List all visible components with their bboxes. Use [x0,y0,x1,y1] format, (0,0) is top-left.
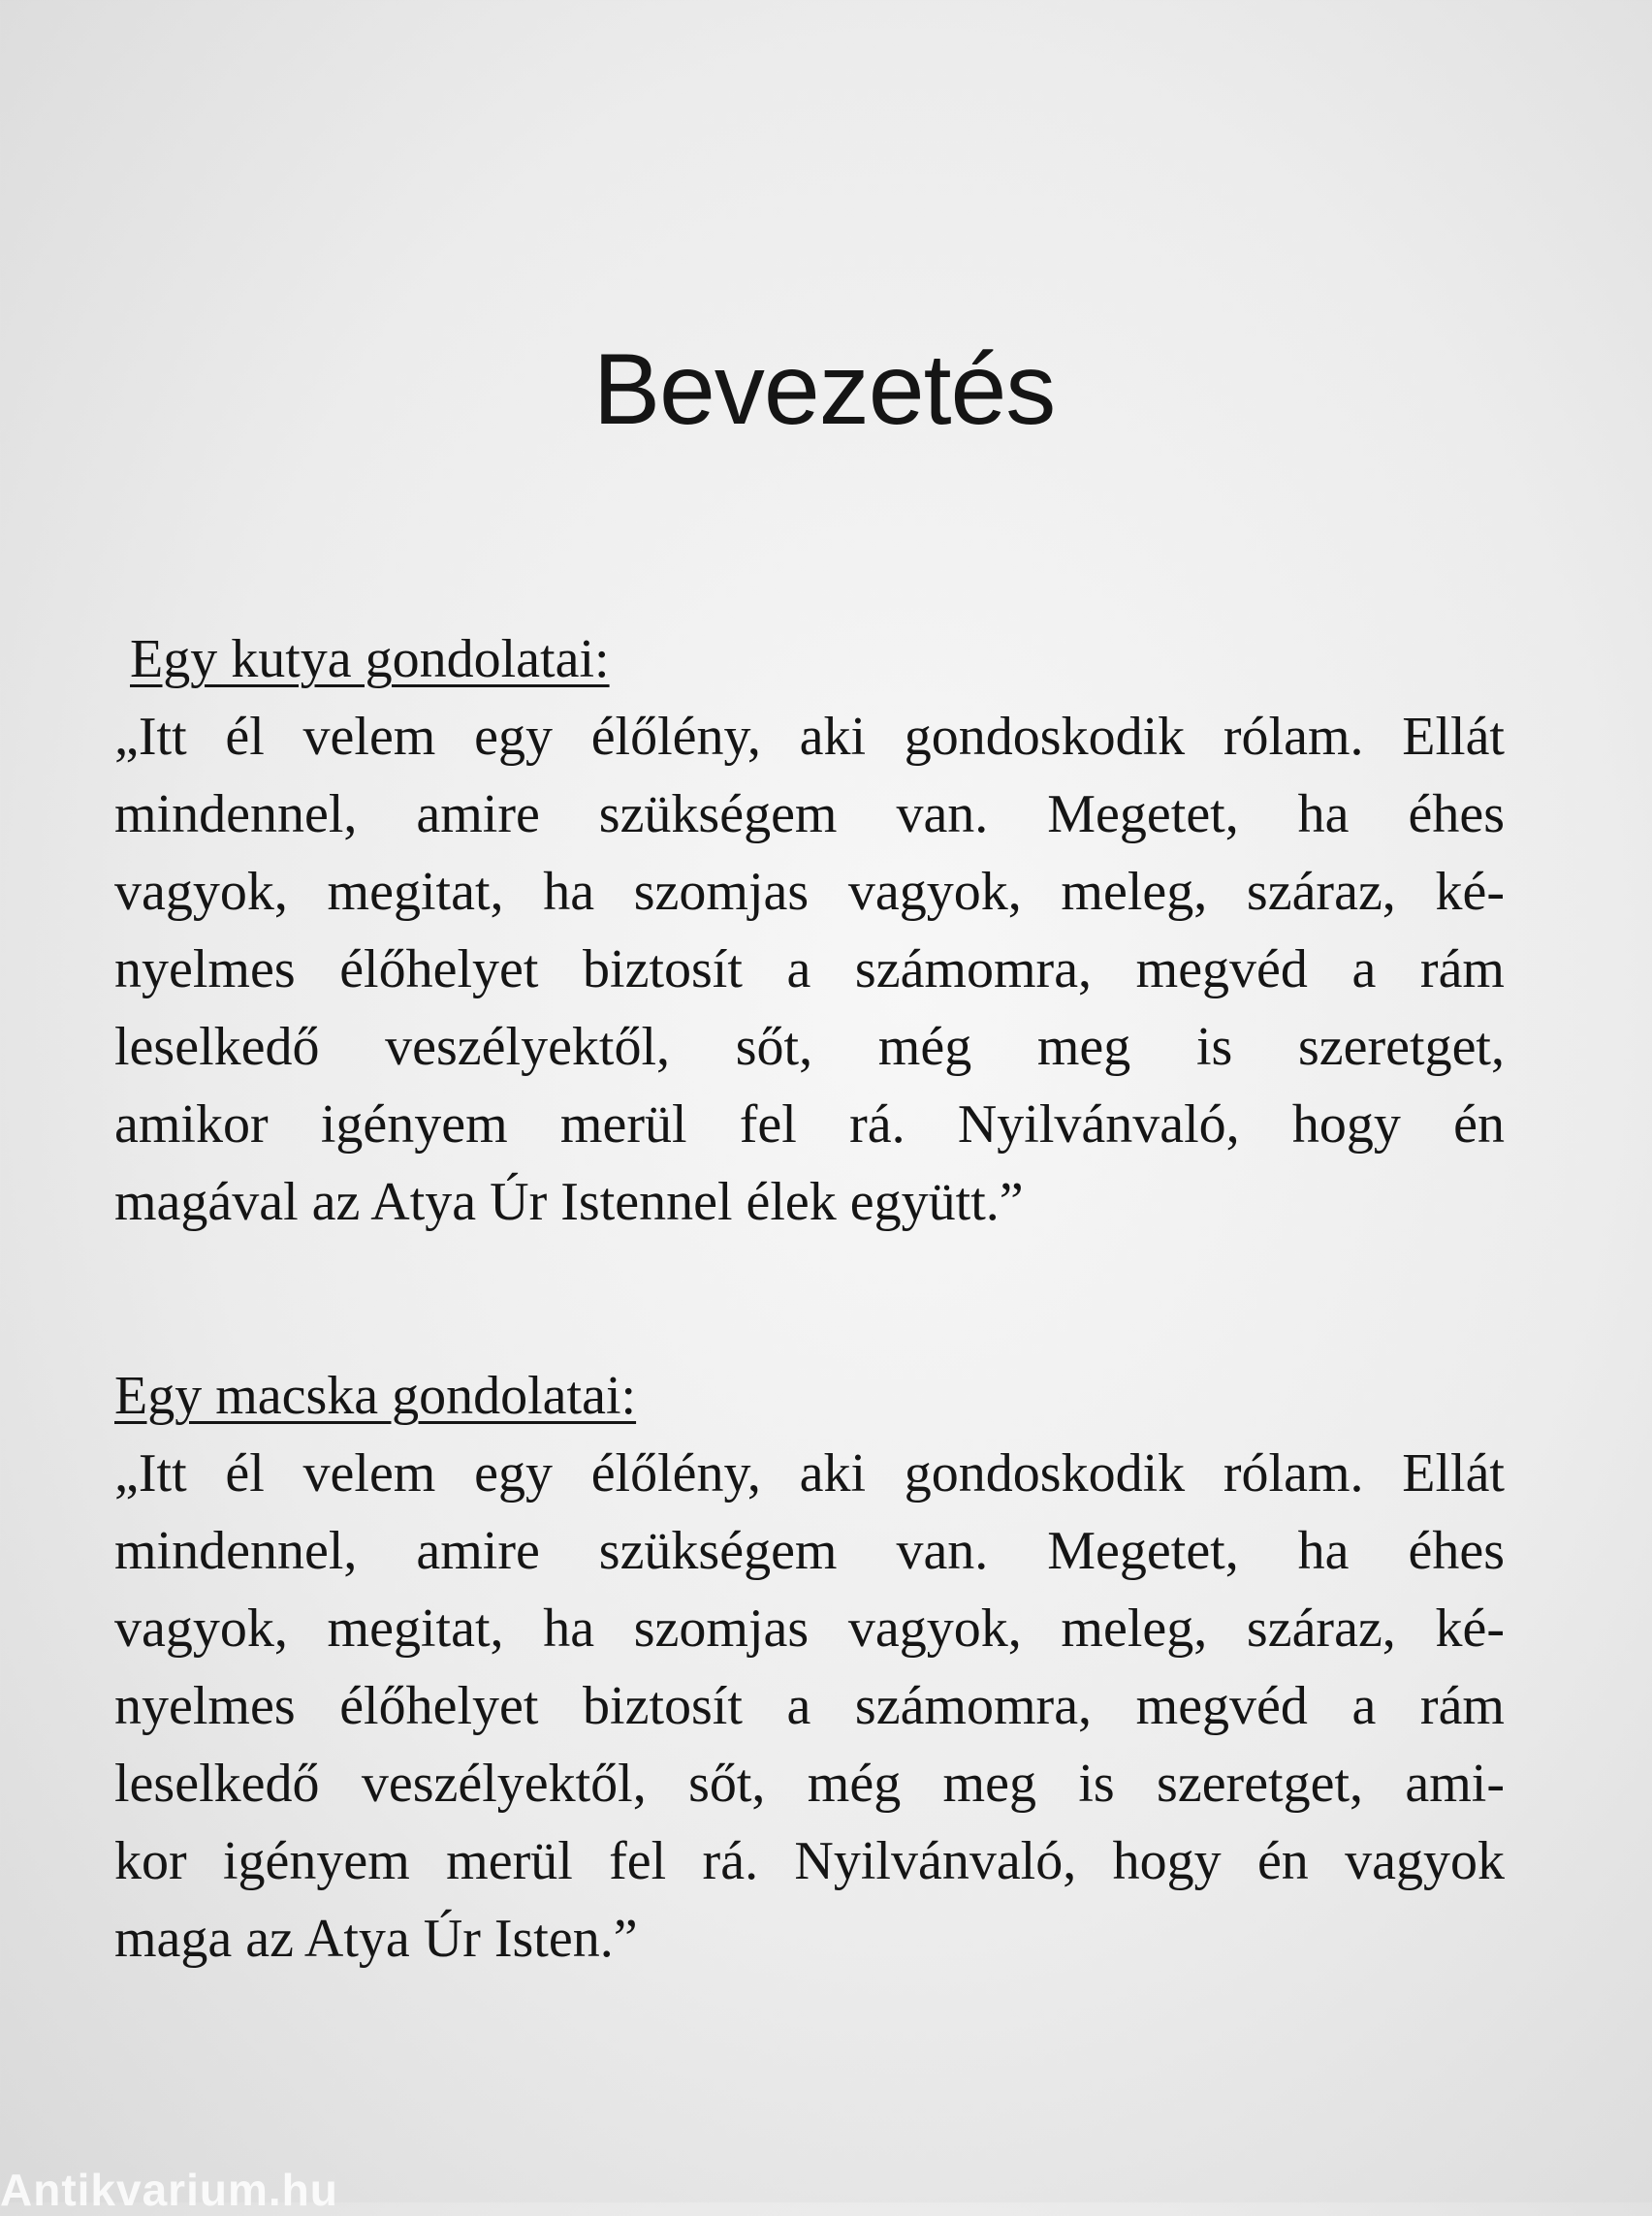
text-line: kor igényem merül fel rá. Nyilvánvaló, hogy én vagyok [114,1831,1505,1891]
text-line: mindennel, amire szükségem van. Megetet, ha éhes [114,784,1505,844]
text-line: leselkedő veszélyektől, sőt, még meg is szeretget, ami- [114,1754,1505,1814]
text-line: vagyok, megitat, ha szomjas vagyok, meleg, száraz, ké- [114,862,1505,922]
text-line: mindennel, amire szükségem van. Megetet, ha éhes [114,1521,1505,1581]
text-line: maga az Atya Úr Isten.” [114,1909,638,1969]
dog-thoughts-section [114,620,1505,1241]
site-watermark: Antikvarium.hu [0,2165,338,2215]
text-line: „Itt él velem egy élőlény, aki gondoskodik rólam. Ellát [114,707,1505,767]
text-line: nyelmes élőhelyet biztosít a számomra, megvéd a rám [114,1676,1505,1736]
text-line: magával az Atya Úr Istennel élek együtt.” [114,1172,1024,1232]
section-body [114,698,1505,1241]
section-heading: Egy kutya gondolatai: [130,629,610,689]
text-line: nyelmes élőhelyet biztosít a számomra, megvéd a rám [114,939,1505,999]
page-title: Bevezetés [592,333,1056,446]
text-line: leselkedő veszélyektől, sőt, még meg is szeretget, [114,1017,1505,1077]
text-line: vagyok, megitat, ha szomjas vagyok, meleg, száraz, ké- [114,1599,1505,1659]
section-body [114,1435,1505,1978]
section-heading: Egy macska gondolatai: [114,1366,637,1426]
text-line: amikor igényem merül fel rá. Nyilvánvaló, hogy én [114,1094,1505,1155]
cat-thoughts-section [114,1357,1505,1978]
text-line: „Itt él velem egy élőlény, aki gondoskodik rólam. Ellát [114,1443,1505,1504]
